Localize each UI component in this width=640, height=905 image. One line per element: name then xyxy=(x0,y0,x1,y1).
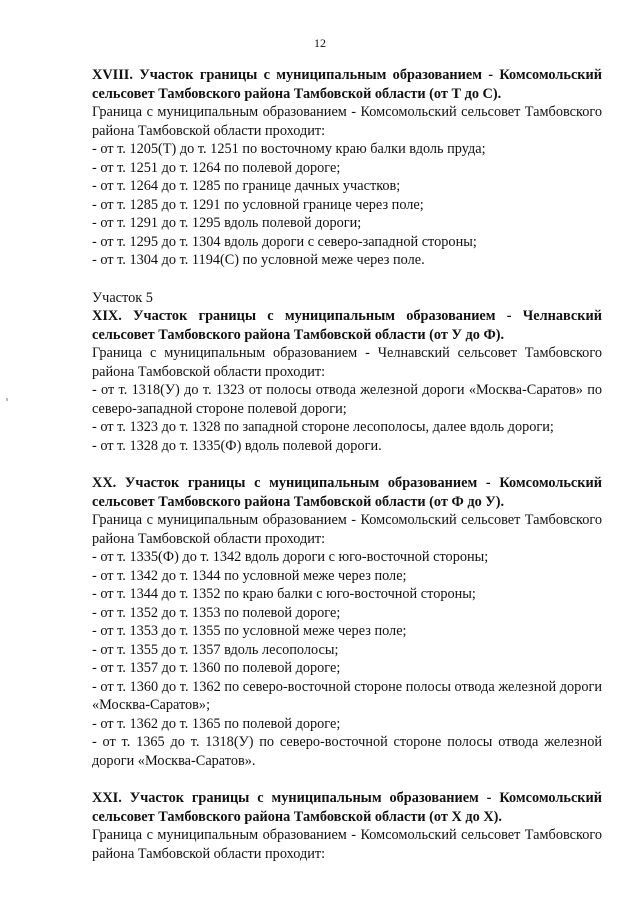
boundary-item: - от т. 1355 до т. 1357 вдоль лесополосы; xyxy=(92,641,339,658)
boundary-item: - от т. 1264 до т. 1285 по границе дачных участков; xyxy=(92,178,401,194)
boundary-item: - от т. 1205(Т) до т. 1251 по восточному краю балки вдоль пруда; xyxy=(92,141,486,157)
boundary-item: - от т. 1251 до т. 1264 по полевой дороге; xyxy=(92,159,341,176)
section-heading: XX. Участок границы с муниципальным образованием - Комсомольский сельсовет Тамбовского района Тамбовской области (от Ф до У). xyxy=(92,475,602,510)
section-xx xyxy=(92,474,602,770)
section-intro: Граница с муниципальным образованием - Комсомольский сельсовет Тамбовского района Тамбовской области проходит: xyxy=(92,827,602,862)
boundary-item: - от т. 1291 до т. 1295 вдоль полевой дороги; xyxy=(92,215,362,231)
boundary-item: - от т. 1353 до т. 1355 по условной меже через поле; xyxy=(92,623,407,639)
page-number: 12 xyxy=(314,36,326,50)
section-xviii xyxy=(92,66,602,270)
boundary-item: - от т. 1365 до т. 1318(У) по северо-восточной стороне полосы отвода железной дороги «Москва-Саратов». xyxy=(92,734,602,769)
boundary-item: - от т. 1344 до т. 1352 по краю балки с юго-восточной стороны; xyxy=(92,586,476,602)
boundary-item: - от т. 1323 до т. 1328 по западной стороне лесополосы, далее вдоль дороги; xyxy=(92,419,554,435)
section-heading: XIX. Участок границы с муниципальным образованием - Челнавский сельсовет Тамбовского района Тамбовской области (от У до Ф). xyxy=(92,308,602,343)
section-heading: XXI. Участок границы с муниципальным образованием - Комсомольский сельсовет Тамбовского района Тамбовской области (от Х до Х). xyxy=(92,790,602,825)
boundary-item: - от т. 1357 до т. 1360 по полевой дороге; xyxy=(92,660,341,676)
section-xix xyxy=(92,289,602,456)
boundary-item: - от т. 1362 до т. 1365 по полевой дороге; xyxy=(92,715,341,732)
boundary-item: - от т. 1318(У) до т. 1323 от полосы отвода железной дороги «Москва-Саратов» по северо-западной стороне полевой дороги; xyxy=(92,382,602,417)
scan-mark xyxy=(6,398,8,401)
section-intro: Граница с муниципальным образованием - Комсомольский сельсовет Тамбовского района Тамбовской области проходит: xyxy=(92,512,602,547)
section-heading: XVIII. Участок границы с муниципальным образованием - Комсомольский сельсовет Тамбовского района Тамбовской области (от Т до С). xyxy=(92,67,602,102)
section-intro: Граница с муниципальным образованием - Комсомольский сельсовет Тамбовского района Тамбовской области проходит: xyxy=(92,104,602,139)
boundary-item: - от т. 1342 до т. 1344 по условной меже через поле; xyxy=(92,567,407,584)
boundary-item: - от т. 1352 до т. 1353 по полевой дороге; xyxy=(92,604,341,621)
boundary-item: - от т. 1335(Ф) до т. 1342 вдоль дороги с юго-восточной стороны; xyxy=(92,549,489,565)
boundary-item: - от т. 1285 до т. 1291 по условной границе через поле; xyxy=(92,196,424,213)
section-xxi xyxy=(92,789,602,863)
boundary-item: - от т. 1295 до т. 1304 вдоль дороги с северо-западной стороны; xyxy=(92,233,477,250)
section-intro: Граница с муниципальным образованием - Челнавский сельсовет Тамбовского района Тамбовской области проходит: xyxy=(92,345,602,380)
boundary-item: - от т. 1360 до т. 1362 по северо-восточной стороне полосы отвода железной дороги «Москва-Саратов»; xyxy=(92,678,602,713)
document-body xyxy=(92,66,602,882)
boundary-item: - от т. 1304 до т. 1194(С) по условной меже через поле. xyxy=(92,252,425,268)
boundary-item: - от т. 1328 до т. 1335(Ф) вдоль полевой дороги. xyxy=(92,437,382,454)
plot-label: Участок 5 xyxy=(92,289,153,306)
